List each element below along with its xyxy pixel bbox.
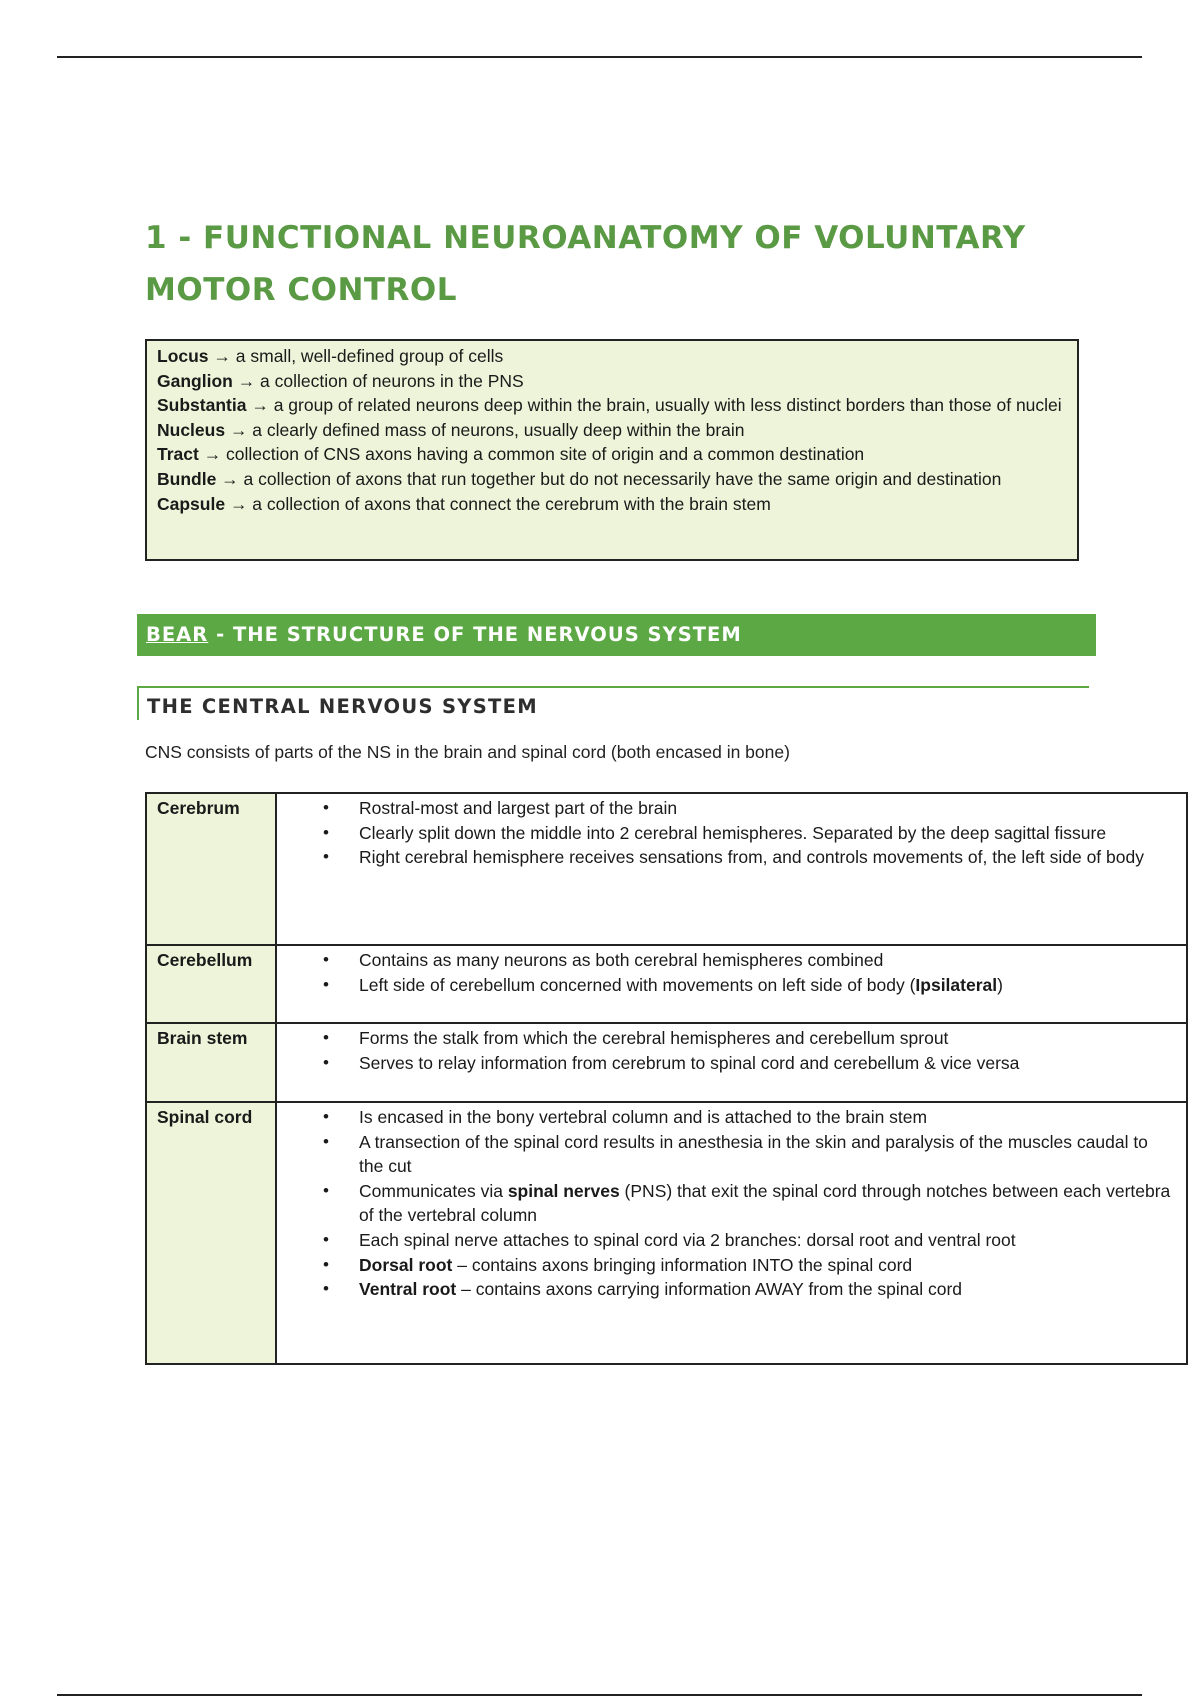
banner-title: - THE STRUCTURE OF THE NERVOUS SYSTEM xyxy=(208,623,742,646)
row-term: Cerebellum xyxy=(146,945,276,1023)
row-term: Cerebrum xyxy=(146,793,276,945)
list-item: • Rostral-most and largest part of the brain xyxy=(359,796,1176,821)
text-segment: (PNS) that exit the spinal cord through notches between each vertebra of the vertebral column xyxy=(359,1180,1171,1226)
row-description xyxy=(276,1102,1187,1364)
definition-term: Substantia xyxy=(157,395,247,416)
text-segment: Communicates via xyxy=(359,1180,508,1201)
definition-text: → collection of CNS axons having a common site of origin and a common destination xyxy=(198,444,865,465)
list-item xyxy=(359,973,1176,998)
bullet-list xyxy=(277,1105,1186,1302)
definition-nucleus xyxy=(157,418,1067,443)
footer-rule xyxy=(57,1694,1142,1696)
text-segment: – contains axons bringing information INTO the spinal cord xyxy=(452,1254,913,1275)
definition-text: → a collection of neurons in the PNS xyxy=(232,370,524,391)
definition-term: Tract xyxy=(157,444,199,465)
list-item: • Clearly split down the middle into 2 cerebral hemispheres. Separated by the deep sagittal fissure xyxy=(359,821,1176,846)
definition-text: → a small, well-defined group of cells xyxy=(208,346,504,366)
header-rule xyxy=(57,56,1142,58)
definition-substantia xyxy=(157,393,1067,418)
bullet-list xyxy=(277,948,1186,997)
bold-term: spinal nerves xyxy=(507,1180,620,1201)
section-banner xyxy=(137,614,1096,656)
text-segment: Left side of cerebellum concerned with movements on left side of body ( xyxy=(359,974,916,995)
text-segment: ) xyxy=(997,974,1003,995)
table-row xyxy=(146,793,1187,945)
banner-source-label: BEAR xyxy=(146,623,209,646)
list-item xyxy=(359,1277,1176,1302)
list-item: • Contains as many neurons as both cerebral hemispheres combined xyxy=(359,948,1176,973)
list-item xyxy=(359,1179,1176,1228)
definition-tract xyxy=(157,442,1067,467)
list-item xyxy=(359,1253,1176,1278)
definition-ganglion xyxy=(157,369,1067,394)
definition-term: Ganglion xyxy=(157,370,233,391)
list-item: • Right cerebral hemisphere receives sensations from, and controls movements of, the left side of body xyxy=(359,845,1176,870)
bold-term: Dorsal root xyxy=(359,1254,453,1275)
list-item: • A transection of the spinal cord results in anesthesia in the skin and paralysis of the muscles caudal to the cut xyxy=(359,1130,1176,1179)
bold-term: Ipsilateral xyxy=(915,974,998,995)
table-row xyxy=(146,1102,1187,1364)
row-description xyxy=(276,945,1187,1023)
bullet-list xyxy=(277,796,1186,870)
bold-term: Ventral root xyxy=(359,1279,457,1300)
bullet-list xyxy=(277,1026,1186,1075)
definition-text: → a clearly defined mass of neurons, usually deep within the brain xyxy=(225,419,745,440)
intro-paragraph: CNS consists of parts of the NS in the brain and spinal cord (both encased in bone) xyxy=(145,742,790,762)
row-term: Brain stem xyxy=(146,1023,276,1102)
definition-term: Capsule xyxy=(157,493,226,514)
table-row xyxy=(146,1023,1187,1102)
row-description xyxy=(276,1023,1187,1102)
section-subheading: THE CENTRAL NERVOUS SYSTEM xyxy=(137,686,1089,720)
table-row xyxy=(146,945,1187,1023)
definition-text: → a collection of axons that run together but do not necessarily have the same origin and destination xyxy=(216,468,1002,489)
definition-text: → a group of related neurons deep within the brain, usually with less distinct borders than those of nuclei xyxy=(246,395,1062,416)
definition-capsule xyxy=(157,492,1067,517)
cns-table xyxy=(145,792,1188,1365)
list-item: • Forms the stalk from which the cerebral hemispheres and cerebellum sprout xyxy=(359,1026,1176,1051)
definition-text: → a collection of axons that connect the cerebrum with the brain stem xyxy=(225,493,771,514)
definition-term: Locus xyxy=(157,346,209,366)
row-term: Spinal cord xyxy=(146,1102,276,1364)
list-item: • Is encased in the bony vertebral column and is attached to the brain stem xyxy=(359,1105,1176,1130)
page-title: 1 - FUNCTIONAL NEUROANATOMY OF VOLUNTARY MOTOR CONTROL xyxy=(145,220,1026,308)
definition-term: Nucleus xyxy=(157,419,226,440)
definition-term: Bundle xyxy=(157,468,217,489)
list-item: • Each spinal nerve attaches to spinal cord via 2 branches: dorsal root and ventral root xyxy=(359,1228,1176,1253)
definitions-box xyxy=(145,339,1079,561)
row-description xyxy=(276,793,1187,945)
list-item: • Serves to relay information from cerebrum to spinal cord and cerebellum & vice versa xyxy=(359,1051,1176,1076)
text-segment: – contains axons carrying information AWAY from the spinal cord xyxy=(456,1279,963,1300)
definition-bundle xyxy=(157,467,1067,492)
definition-locus xyxy=(157,344,1067,369)
